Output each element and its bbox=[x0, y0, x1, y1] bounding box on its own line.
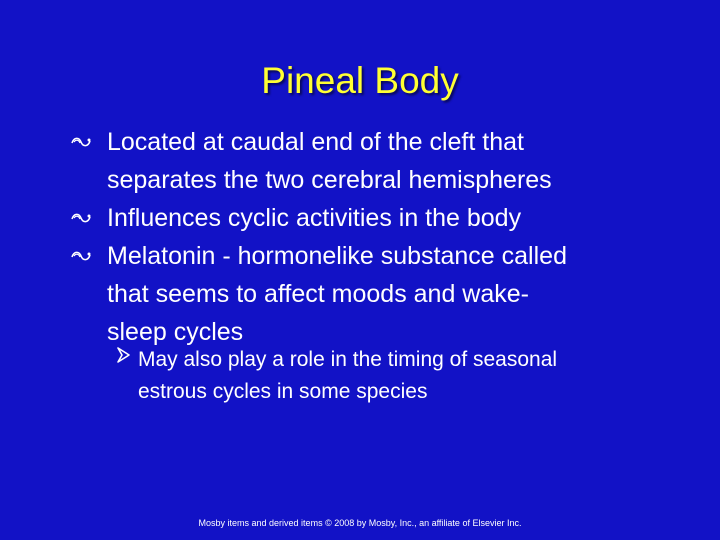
bullet-line: Located at caudal end of the cleft that bbox=[107, 128, 524, 156]
sub-bullet-text bbox=[138, 344, 638, 408]
leaf-bullet-icon bbox=[70, 211, 92, 225]
slide-title: Pineal Body bbox=[261, 60, 459, 101]
leaf-bullet-icon bbox=[70, 249, 92, 263]
leaf-bullet-icon bbox=[70, 135, 92, 149]
bullet-text bbox=[107, 199, 637, 237]
copyright-footer: Mosby items and derived items © 2008 by Mosby, Inc., an affiliate of Elsevier Inc. bbox=[198, 518, 522, 528]
bullet-line: Melatonin - hormonelike substance called bbox=[107, 242, 567, 270]
bullet-line: that seems to affect moods and wake- bbox=[107, 280, 529, 308]
bullet-text bbox=[107, 237, 637, 351]
sub-bullet-line: May also play a role in the timing of seasonal bbox=[138, 348, 558, 371]
bullet-line: sleep cycles bbox=[107, 318, 244, 346]
bullet-line: Influences cyclic activities in the body bbox=[107, 204, 522, 232]
bullet-line: separates the two cerebral hemispheres bbox=[107, 166, 552, 194]
arrow-bullet-icon bbox=[116, 344, 134, 376]
bullet-text bbox=[107, 123, 637, 199]
sub-bullet-line: estrous cycles in some species bbox=[138, 380, 428, 403]
